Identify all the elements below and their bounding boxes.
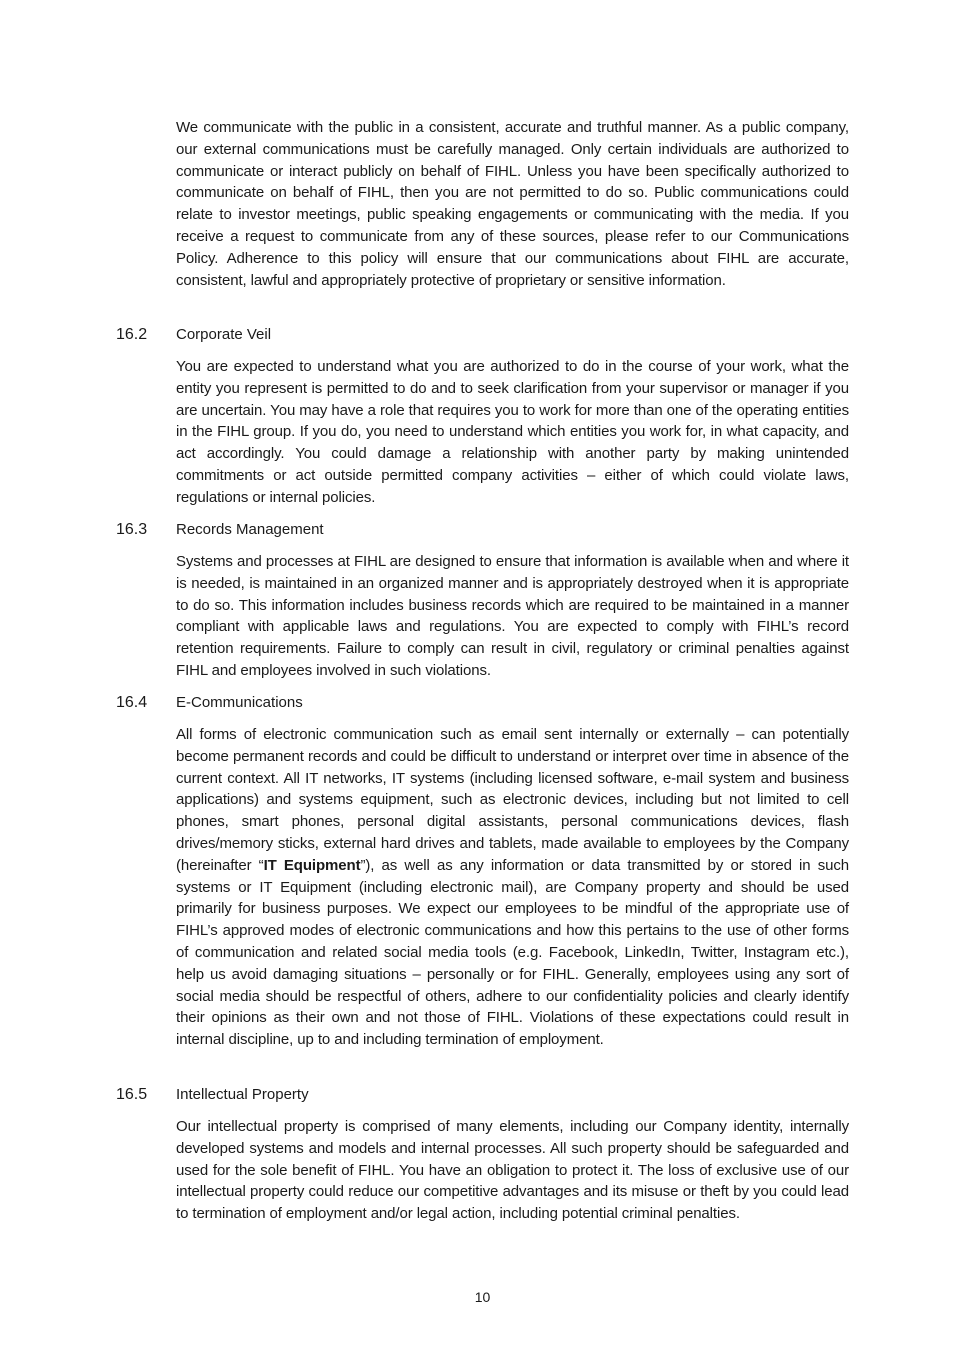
section-number: 16.2 — [116, 326, 148, 343]
section-body-16-2: You are expected to understand what you are authorized to do in the course of your work, what the entity you represent is permitted to do and to seek clarification from your supervisor or manager if you are uncertain. You may have a role that requires you to work for more than one of the operating entities in the FIHL group. If you do, you need to understand which entities you work for, in what capacity, and act accordingly. You could damage a relationship with another party by making unintended commitments or act outside permitted company activities – either of which could violate laws, regulations or internal policies. — [176, 358, 849, 506]
body-text: All forms of electronic communication such as email sent internally or externally – can potentially become permanent records and could be difficult to understand or interpret over time in absence of the current context. All IT networks, IT systems (including licensed software, e-mail system and business applications) and systems equipment, such as electronic devices, including but not limited to cell phones, smart phones, personal digital assistants, personal communications devices, flash drives/memory sticks, external hard drives and tablets, made available to employees by the Company (hereinafter “ — [176, 726, 849, 874]
section-number: 16.4 — [116, 694, 148, 711]
section-title: Corporate Veil — [176, 326, 272, 343]
section-number: 16.5 — [116, 1086, 148, 1103]
section-title: Intellectual Property — [176, 1086, 309, 1103]
section-body-16-3: Systems and processes at FIHL are designed to ensure that information is available when and where it is needed, is maintained in an organized manner and is appropriately destroyed when it is appropriate to do so. This information includes business records which are required to be maintained in a manner compliant with applicable laws and regulations. You are expected to comply with FIHL’s record retention requirements. Failure to comply can result in civil, regulatory or criminal penalties against FIHL and employees involved in such violations. — [176, 553, 849, 679]
section-heading-16-5 — [116, 1084, 309, 1105]
defined-term: IT Equipment — [263, 856, 361, 874]
section-heading-16-4 — [116, 692, 303, 713]
section-body-16-5: Our intellectual property is comprised of many elements, including our Company identity, internally developed systems and models and internal processes. All such property should be safeguarded and used for the sole benefit of FIHL. You have an obligation to protect it. The loss of exclusive use of our intellectual property could reduce our competitive advantages and its misuse or theft by you could lead to termination of employment and/or legal action, including potential criminal penalties. — [176, 1118, 849, 1223]
section-heading-16-3 — [116, 519, 324, 540]
page-number: 10 — [474, 1289, 491, 1305]
section-title: E-Communications — [176, 694, 303, 711]
intro-paragraph: We communicate with the public in a consistent, accurate and truthful manner. As a public company, our external communications must be carefully managed. Only certain individuals are authorized to communicate or interact publicly on behalf of FIHL. Unless you have been specifically authorized to communicate on behalf of FIHL, then you are not permitted to do so. Public communications could relate to investor meetings, public speaking engagements or communicating with the media. If you receive a request to communicate from any of these sources, please refer to our Communications Policy. Adherence to this policy will ensure that our communications about FIHL are accurate, consistent, lawful and appropriately protective of proprietary or sensitive information. — [176, 119, 849, 289]
body-text: ”), as well as any information or data transmitted by or stored in such systems or IT Equipment (including electronic mail), are Company property and should be used primarily for business purposes. We expect our employees to be mindful of the appropriate use of FIHL’s approved modes of electronic communications and how this pertains to the use of other forms of communication and related social media tools (e.g. Facebook, LinkedIn, Twitter, Instagram etc.), help us avoid damaging situations – personally or for FIHL. Generally, employees using any sort of social media should be respectful of others, adhere to our confidentiality policies and clearly identify their opinions as their own and not those of FIHL. Violations of these expectations could result in internal discipline, up to and including termination of employment. — [176, 856, 849, 1049]
section-number: 16.3 — [116, 521, 148, 538]
section-heading-16-2 — [116, 324, 271, 345]
section-body-16-4 — [176, 724, 849, 1051]
section-title: Records Management — [176, 521, 324, 538]
